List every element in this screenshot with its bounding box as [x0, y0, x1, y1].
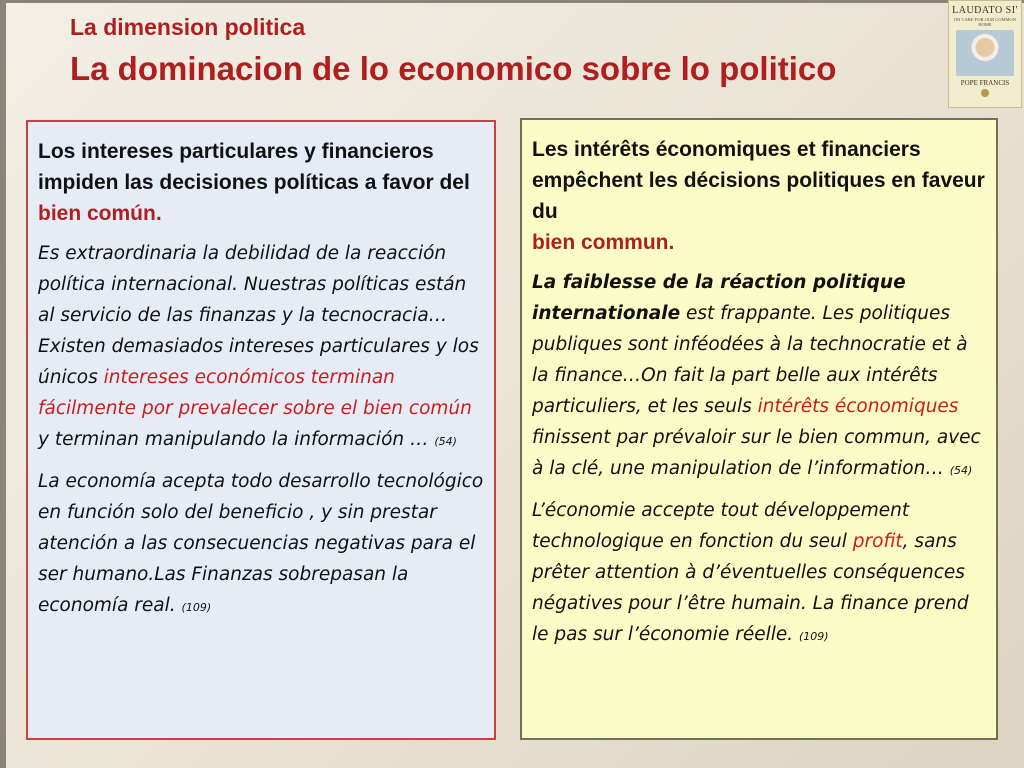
french-p1-highlight: intérêts économiques	[757, 396, 959, 417]
french-lead-highlight: bien commun.	[532, 231, 675, 254]
french-p2-text: L’économie accepte tout développement technologique en fonction du seul	[532, 500, 910, 552]
slide-title: La dominacion de lo economico sobre lo politico	[70, 50, 837, 87]
spanish-lead-text: Los intereses particulares y financieros impiden las decisiones políticas a favor del	[38, 140, 470, 194]
book-cover-subtitle: ON CARE FOR OUR COMMON HOME	[953, 17, 1016, 27]
french-paragraph-2	[532, 495, 986, 652]
french-p1-text-end: finissent par prévaloir sur le bien commun, avec à la clé, une manipulation de l’information…	[532, 427, 981, 479]
french-lead-text: Les intérêts économiques et financiers empêchent les décisions politiques en faveur du	[532, 138, 985, 223]
spanish-paragraph-1	[38, 238, 484, 457]
french-p1-reference: (54)	[949, 464, 973, 477]
book-cover-author: POPE FRANCIS	[960, 79, 1010, 87]
spanish-lead-highlight: bien común.	[38, 202, 162, 225]
spanish-paragraph-2	[38, 466, 484, 623]
french-p1-text: est frappante. Les politiques publiques sont inféodées à la technocratie et à la finance…On fait la part belle aux intérêts particuliers, et les seuls	[532, 303, 968, 417]
french-lead	[532, 134, 986, 258]
french-p2-highlight: profit	[852, 531, 903, 552]
pope-photo	[956, 30, 1014, 76]
french-p1-bold: La faiblesse de la réaction politique internationale	[532, 272, 906, 324]
spanish-p1-text: Es extraordinaria la debilidad de la reacción política internacional. Nuestras políticas están al servicio de las finanzas y la tecnocracia… Existen demasiados intereses particulares y los únicos	[38, 243, 479, 388]
book-cover-title: LAUDATO SI'	[952, 5, 1018, 16]
french-p2-reference: (109)	[799, 630, 829, 643]
spanish-p2-reference: (109)	[181, 601, 212, 614]
vatican-seal-icon	[981, 89, 989, 97]
spanish-p1-text-end: y terminan manipulando la información …	[38, 429, 435, 450]
french-text-box	[520, 118, 998, 740]
spanish-p1-reference: (54)	[434, 435, 457, 448]
spanish-lead	[38, 136, 484, 229]
slide-subtitle: La dimension politica	[70, 14, 306, 40]
french-p2-text-end: , sans prêter attention à d’éventuelles conséquences négatives pour l’être humain. La finance prend le pas sur l’économie réelle.	[532, 531, 969, 645]
book-cover-image	[948, 0, 1022, 108]
spanish-p2-text: La economía acepta todo desarrollo tecnológico en función solo del beneficio , y sin prestar atención a las consecuencias negativas para el ser humano.Las Finanzas sobrepasan la economía real.	[38, 471, 484, 616]
french-paragraph-1	[532, 267, 986, 486]
spanish-text-box	[26, 120, 496, 740]
spanish-p1-highlight: intereses económicos terminan fácilmente por prevalecer sobre el bien común	[38, 367, 472, 419]
